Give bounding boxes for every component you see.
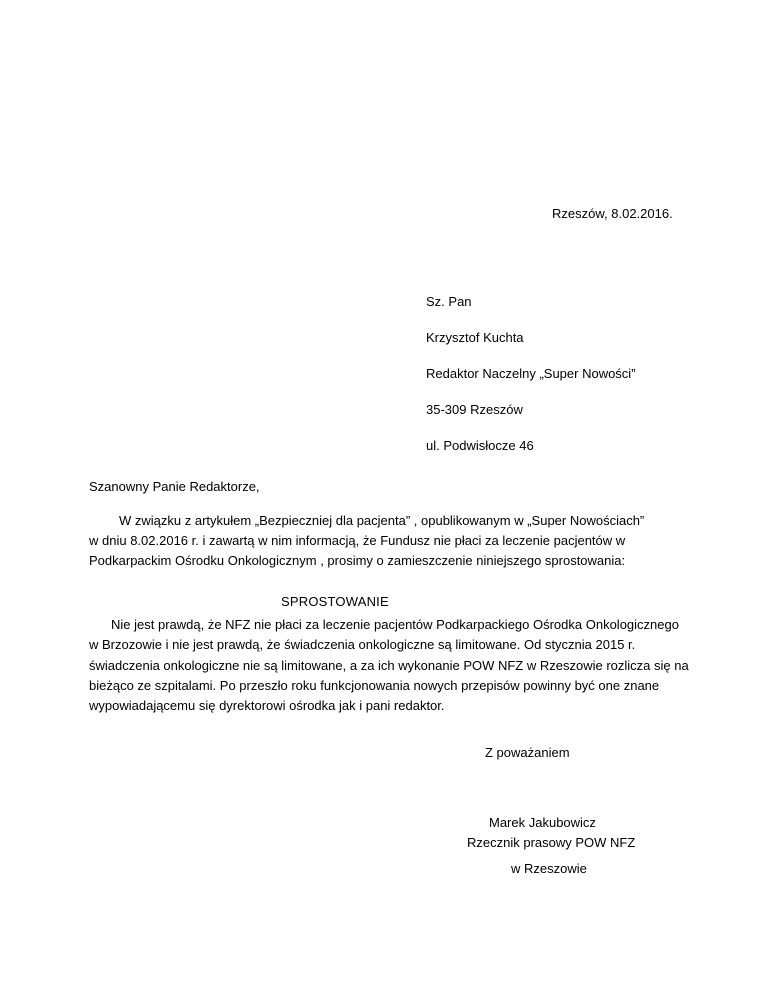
paragraph-line: w dniu 8.02.2016 r. i zawartą w nim informacją, że Fundusz nie płaci za leczenie pacjentów w — [89, 533, 626, 548]
recipient-line: Redaktor Naczelny „Super Nowości” — [426, 366, 636, 381]
paragraph-line: wypowiadającemu się dyrektorowi ośrodka jak i pani redaktor. — [89, 698, 445, 713]
signer-location: w Rzeszowie — [511, 861, 587, 876]
closing-phrase: Z poważaniem — [485, 745, 570, 760]
paragraph-line: Nie jest prawdą, że NFZ nie płaci za leczenie pacjentów Podkarpackiego Ośrodka Onkologicznego — [111, 617, 679, 632]
signer-name: Marek Jakubowicz — [489, 815, 596, 830]
paragraph-line: bieżąco ze szpitalami. Po przeszło roku funkcjonowania nowych przepisów powinny być one znane — [89, 678, 660, 693]
paragraph-line: świadczenia onkologiczne nie są limitowane, a za ich wykonanie POW NFZ w Rzeszowie rozlicza się na — [89, 658, 689, 673]
salutation: Szanowny Panie Redaktorze, — [89, 479, 260, 494]
letter-date: Rzeszów, 8.02.2016. — [552, 206, 673, 221]
recipient-line: 35-309 Rzeszów — [426, 402, 523, 417]
section-heading: SPROSTOWANIE — [281, 594, 389, 609]
paragraph-line: Podkarpackim Ośrodku Onkologicznym , prosimy o zamieszczenie niniejszego sprostowania: — [89, 553, 626, 568]
recipient-line: Sz. Pan — [426, 294, 472, 309]
recipient-line: Krzysztof Kuchta — [426, 330, 524, 345]
recipient-line: ul. Podwisłocze 46 — [426, 438, 534, 453]
paragraph-line: w Brzozowie i nie jest prawdą, że świadczenia onkologiczne są limitowane. Od stycznia 2015 r. — [89, 637, 636, 652]
paragraph-line: W związku z artykułem „Bezpieczniej dla pacjenta” , opublikowanym w „Super Nowościach” — [119, 513, 645, 528]
signer-title: Rzecznik prasowy POW NFZ — [467, 835, 636, 850]
